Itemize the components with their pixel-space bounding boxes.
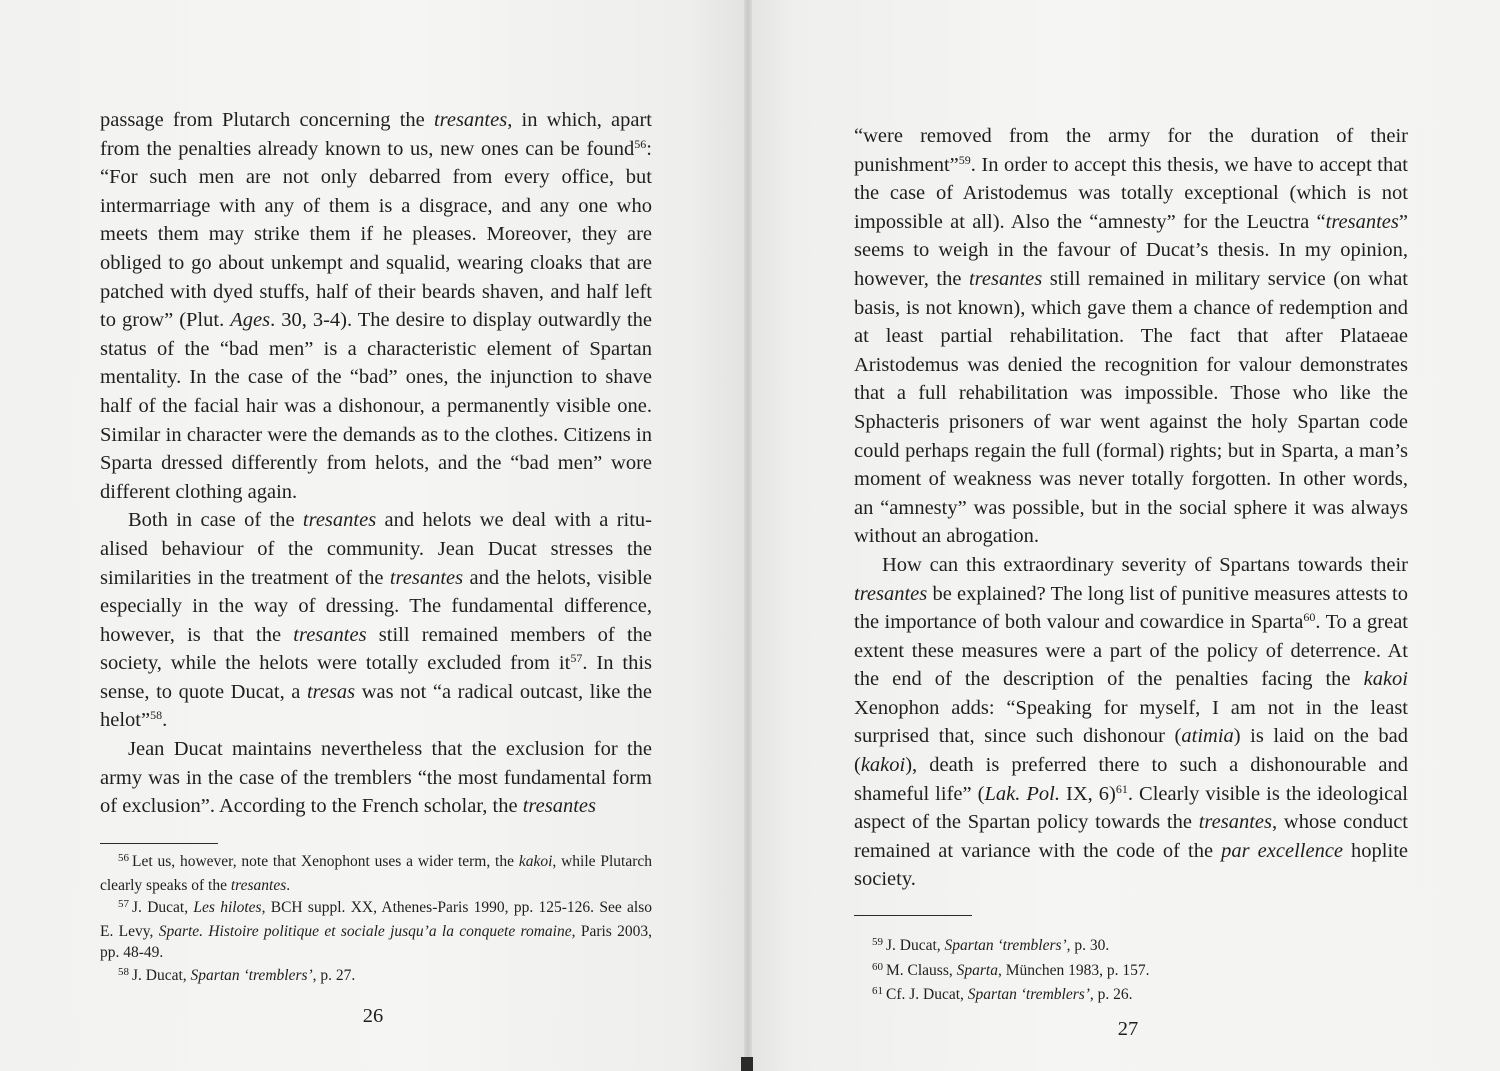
left-body-text [100,106,652,821]
left-footnotes [100,851,652,989]
paragraph [100,506,652,735]
italic-text: kakoi [518,853,553,870]
footnote [854,960,1408,984]
text-run: was not “a radical outcast, like the helot” [100,680,652,732]
footnote [100,897,652,964]
italic-text: tresantes [854,582,928,605]
italic-text: kakoi [860,754,906,777]
text-run: . In this sense, to quote Ducat, a [100,652,652,703]
text-run: J. Ducat, [132,899,194,916]
text-run: . 30, 3-4). The desire to display outwardly the status of the “bad men” is a characteristic element of Spartan mentality. In the case of the “bad” ones, the injunction to shave half of the facial hair was a dishonour, a permanently visible one. Similar in character were the demands as to the clothes. Citizens in Sparta dressed differently from helots, and the “bad men” wore different clothing again. [100,309,652,503]
italic-text: tresantes [1325,210,1399,233]
text-run: still remained members of the society, while the helots were totally excluded from it [100,623,652,675]
paragraph [100,735,652,821]
italic-text: Spartan ‘tremblers’ [944,937,1067,954]
footnote [854,984,1408,1008]
text-run: passage from Plutarch concerning the [100,109,434,131]
text-run: . [162,709,168,732]
italic-text: Spartan ‘tremblers’ [190,966,313,984]
italic-text: Les hilotes [193,899,262,916]
text-run: How can this extraordinary severity of Spartans towards their [882,553,1408,576]
text-run: ) is laid on the bad ( [854,725,1408,777]
italic-text: tresantes [1198,811,1272,834]
right-footnotes [854,935,1408,1009]
italic-text: Sparte. Histoire politique et sociale jusqu’a la conquete romaine [158,922,572,940]
italic-text: tresantes [293,623,367,646]
italic-text: kakoi [1363,668,1408,691]
spine-mark [741,1057,753,1071]
text-run: : “For such men are not only debarred from every office, but intermarriage with any of them is a disgrace, and any one who meets them may strike them if he pleases. Moreover, they are obliged to go about unkempt and squalid, wearing cloaks that are patched with dyed stuffs, half of their beards shaven, and half left to grow” (Plut. [100,137,652,332]
italic-text: Spartan ‘tremblers’ [967,986,1090,1003]
right-page-number: 27 [1117,1018,1139,1040]
right-body-text [854,122,1408,894]
text-run: be explained? The long list of punitive measures attests to the importance of both valour and cowardice in Sparta [854,582,1408,634]
italic-text: Ages [230,309,271,332]
footnote-number: 58 [118,965,129,978]
italic-text: tresantes [302,509,377,532]
left-footnote-rule [100,843,218,844]
footnote-number: 56 [118,852,129,864]
text-run: ), death is preferred there to such a dishonourable and shameful life” ( [854,754,1408,805]
italic-text: atimia [1181,725,1234,748]
footnote-number: 61 [872,985,883,997]
footnote-ref: 56 [634,136,647,151]
right-page [748,0,1500,1071]
text-run: hoplite society. [854,839,1408,891]
text-run: , p. 30. [1066,937,1110,954]
italic-text: Lak. Pol. [984,782,1060,805]
footnote-ref: 57 [570,651,583,666]
text-run: , p. 27. [312,966,356,984]
italic-text: tresantes [522,795,596,818]
text-run: . In order to accept this thesis, we have to accept that the case of Aristodemus was totally exceptional (which is not impossible at all). Also the “amnesty” for the Leuctra “ [854,153,1408,233]
text-run: , while Plutarch clearly speaks of the [100,853,652,894]
footnote [100,851,652,896]
italic-text: par excellence [1221,839,1344,862]
text-run: , Paris 2003, pp. 48-49. [100,922,653,961]
footnote-number: 59 [872,936,883,948]
text-run: Xenophon adds: “Speaking for myself, I am not in the least surprised that, since such dishonour ( [854,696,1408,748]
left-page [0,0,748,1071]
footnote [100,965,652,989]
italic-text: tresantes [389,566,464,589]
book-gutter [744,0,752,1071]
footnote-ref: 60 [1303,610,1316,625]
footnote-number: 57 [118,898,129,910]
footnote [854,935,1408,959]
left-page-number: 26 [362,1005,384,1027]
text-run: J. Ducat, [132,966,191,984]
footnote-number: 60 [872,960,883,973]
footnote-ref: 59 [958,152,971,167]
text-run: , in which, apart from the penalties already known to us, new ones can be found [100,109,653,160]
text-run: Cf. J. Ducat, [886,986,968,1003]
text-run: and helots we deal with a ritualised behaviour of the community. Jean Ducat stresses the similarities in the treatment of the [100,509,652,589]
text-run: and the helots, visible especially in the way of dressing. The fundamental difference, however, is that the [100,566,652,646]
text-run: still remained in military service (on what basis, is not known), which gave them a chance of redemption and at least partial rehabilitation. The fact that after Plataeae Aristodemus was denied the recognition for valour demonstrates that a full rehabilitation was impossible. Those who like the Sphacteris prisoners of war went against the holy Spartan code could perhaps regain the full (formal) rights; but in Sparta, a man’s moment of weakness was never totally forgotten. In other words, an “amnesty” was possible, but in the social sphere it was always without an abrogation. [854,267,1408,548]
footnote-ref: 61 [1115,781,1128,796]
text-run: . [286,876,291,894]
text-run: IX, 6) [1059,782,1116,805]
text-run: Let us, however, note that Xenophont uses a wider term, the [132,853,519,870]
text-run: , p. 26. [1089,986,1133,1003]
right-footnote-rule [854,915,972,916]
text-run: J. Ducat, [886,937,945,954]
paragraph [100,106,652,506]
text-run: , whose conduct remained at variance with the code of the [854,811,1408,862]
paragraph [854,122,1408,551]
italic-text: tresantes [230,876,287,894]
text-run: Jean Ducat maintains nevertheless that the exclusion for the army was in the case of the tremblers “the most fundamental form of exclusion”. According to the French scholar, the [100,738,652,818]
text-run: M. Clauss, [886,961,957,979]
text-run: ” seems to weigh in the favour of Ducat’s thesis. In my opinion, however, the [854,210,1408,290]
italic-text: tresantes [968,267,1043,290]
text-run: Both in case of the [128,509,303,532]
italic-text: Sparta [956,961,998,979]
paragraph [854,551,1408,894]
italic-text: tresantes [433,109,508,131]
text-run: , BCH suppl. XX, Athenes-Paris 1990, pp. 125-126. See also E. Levy, [100,899,652,940]
text-run: . To a great extent these measures were a part of the policy of deterrence. At the end of the description of the penalties facing the [854,611,1408,691]
text-run: “were removed from the army for the duration of their punishment” [854,125,1408,176]
text-run: , München 1983, p. 157. [997,961,1150,979]
text-run: . Clearly visible is the ideological aspect of the Spartan policy towards the [854,782,1408,834]
italic-text: tresas [306,680,356,703]
footnote-ref: 58 [150,708,163,723]
